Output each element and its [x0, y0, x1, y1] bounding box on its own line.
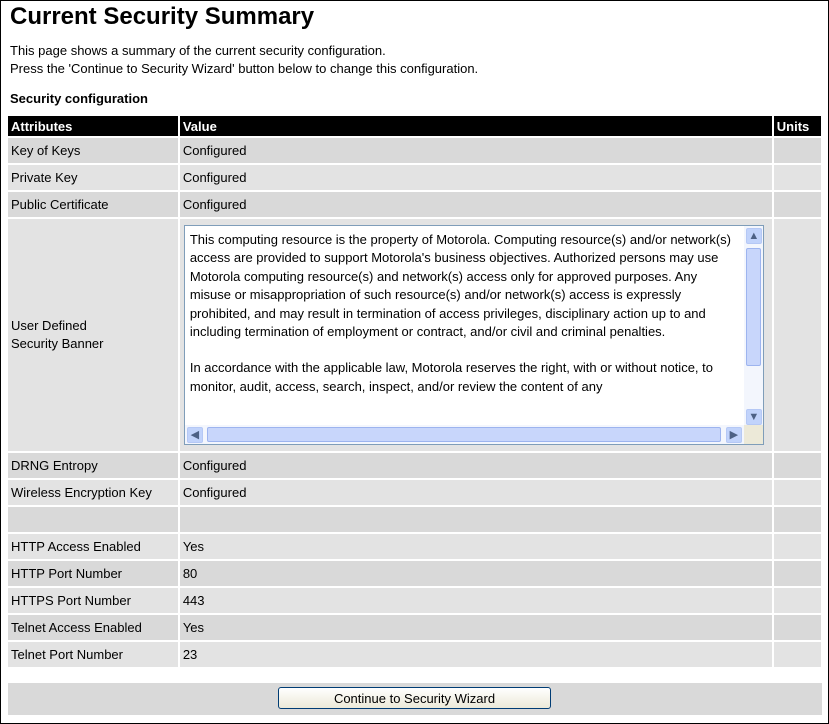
- attribute-cell: HTTP Access Enabled: [8, 534, 178, 559]
- attribute-cell: Public Certificate: [8, 192, 178, 217]
- table-row-spacer: [8, 507, 821, 532]
- attribute-cell: HTTPS Port Number: [8, 588, 178, 613]
- units-cell: [774, 534, 821, 559]
- intro-text: [10, 42, 478, 78]
- page-title: Current Security Summary: [10, 3, 315, 30]
- value-cell: Configured: [180, 192, 772, 217]
- vertical-scrollbar[interactable]: [744, 226, 763, 427]
- attribute-cell: Private Key: [8, 165, 178, 190]
- table-row: [8, 534, 821, 559]
- table-row: [8, 138, 821, 163]
- units-cell: [774, 507, 821, 532]
- section-title: Security configuration: [10, 91, 148, 106]
- value-cell: Configured: [180, 480, 772, 505]
- value-cell: 23: [180, 642, 772, 667]
- value-cell: 443: [180, 588, 772, 613]
- button-row: [8, 683, 822, 715]
- table-row: [8, 453, 821, 478]
- table-row: [8, 480, 821, 505]
- units-cell: [774, 480, 821, 505]
- header-value: Value: [180, 116, 772, 136]
- scroll-left-icon[interactable]: ◀: [187, 427, 203, 443]
- vertical-scroll-thumb[interactable]: [746, 248, 761, 366]
- units-cell: [774, 642, 821, 667]
- value-cell: Yes: [180, 534, 772, 559]
- attribute-cell: Telnet Port Number: [8, 642, 178, 667]
- header-attributes: Attributes: [8, 116, 178, 136]
- attribute-cell: [8, 507, 178, 532]
- attribute-cell: [8, 219, 178, 451]
- units-cell: [774, 453, 821, 478]
- units-cell: [774, 588, 821, 613]
- continue-to-security-wizard-button[interactable]: Continue to Security Wizard: [278, 687, 551, 709]
- intro-line-2: Press the 'Continue to Security Wizard' button below to change this configuration.: [10, 61, 479, 76]
- units-cell: [774, 165, 821, 190]
- value-cell: Configured: [180, 453, 772, 478]
- banner-paragraph-2: In accordance with the applicable law, Motorola reserves the right, with or without notice, to monitor, audit, access, search, inspect, and/or review the content of any: [189, 360, 713, 394]
- attribute-cell: DRNG Entropy: [8, 453, 178, 478]
- table-header-row: [8, 116, 821, 136]
- horizontal-scrollbar[interactable]: [185, 425, 744, 444]
- security-config-table: [6, 114, 823, 669]
- table-row: [8, 588, 821, 613]
- units-cell: [774, 615, 821, 640]
- scroll-down-icon[interactable]: ▼: [746, 409, 762, 425]
- security-banner-textarea[interactable]: [184, 225, 764, 445]
- attribute-cell: HTTP Port Number: [8, 561, 178, 586]
- scroll-right-icon[interactable]: ▶: [726, 427, 742, 443]
- banner-label-line-2: Security Banner: [11, 336, 104, 351]
- units-cell: [774, 561, 821, 586]
- banner-label-line-1: User Defined: [11, 318, 87, 333]
- value-cell: Yes: [180, 615, 772, 640]
- units-cell: [774, 192, 821, 217]
- attribute-cell: Telnet Access Enabled: [8, 615, 178, 640]
- table-row: [8, 192, 821, 217]
- table-row: [8, 165, 821, 190]
- value-cell: Configured: [180, 138, 772, 163]
- table-row: [8, 615, 821, 640]
- header-units: Units: [774, 116, 821, 136]
- attribute-cell: Key of Keys: [8, 138, 178, 163]
- value-cell: 80: [180, 561, 772, 586]
- units-cell: [774, 219, 821, 451]
- banner-text: [190, 231, 737, 423]
- banner-paragraph-1: This computing resource is the property of Motorola. Computing resource(s) and/or network(s) access are provided to support Motorola's business objectives. Authorized persons may use Motorola computing resource(s) and network(s) access only for approved purposes. Any misuse or misappropriation of such resource(s) and/or network(s) access is expressly prohibited, and may result in termination of access privileges, disciplinary action up to and including termination of employment or contract, and/or civil and criminal penalties.: [189, 232, 731, 340]
- table-row: [8, 561, 821, 586]
- scroll-up-icon[interactable]: ▲: [746, 228, 762, 244]
- value-cell: [180, 219, 772, 451]
- scrollbar-corner: [744, 425, 763, 444]
- horizontal-scroll-thumb[interactable]: [207, 427, 721, 442]
- value-cell: [180, 507, 772, 532]
- units-cell: [774, 138, 821, 163]
- intro-line-1: This page shows a summary of the current security configuration.: [10, 43, 386, 58]
- table-row-security-banner: [8, 219, 821, 451]
- attribute-cell: Wireless Encryption Key: [8, 480, 178, 505]
- table-row: [8, 642, 821, 667]
- value-cell: Configured: [180, 165, 772, 190]
